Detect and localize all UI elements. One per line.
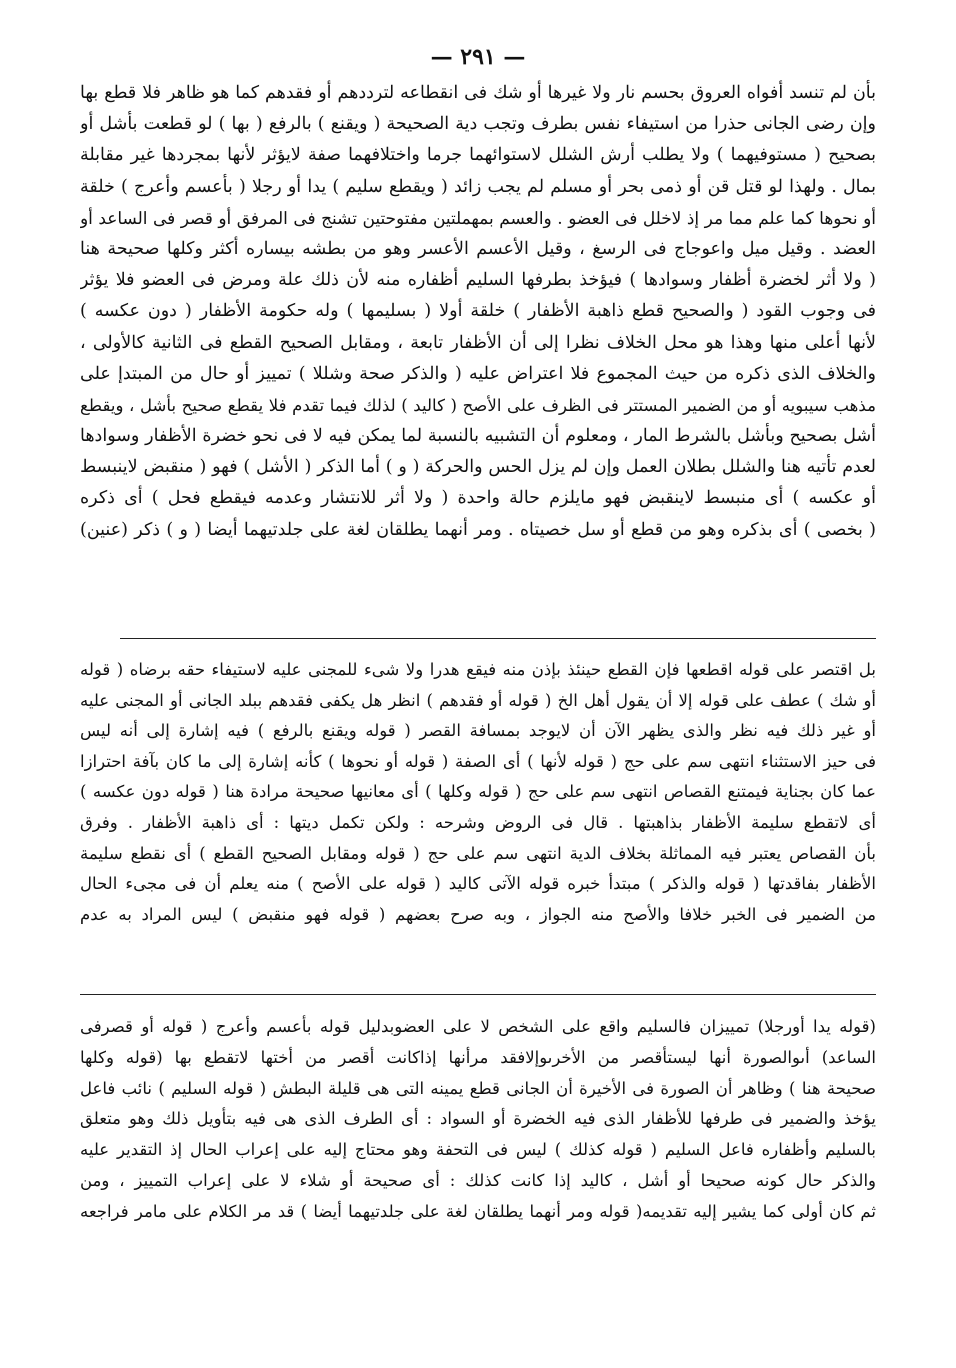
main-text-line: مذهب سيبويه أو من الضمير المستتر فى الظرف على الأصح ( كاليد ) لذلك فيما تقدم فلا يقطع صحيح بأشل ، ويقطع xyxy=(80,395,876,415)
commentary-line: أو غير ذلك فيه نظر والذى يظهر الآن أن لايوجد بمسافة القصر ( قوله ويقنع بالرفع ) فيه إشارة إلى أنه ليس xyxy=(80,721,876,741)
commentary-line: فى حيز الاستثناء انتهى سم على حج ( قوله لأنها ) أى الصفة ( قوله أو نحوها ) كأنه إشارة إلى ما كان بآفة احترازا xyxy=(80,751,876,771)
main-text-line: ( ولا أثر لخضرة أظفار وسوادها ) فيؤخذ بطرفها السليم أظفاره منه لأن ذلك علة ومرض فى العضو فلا يؤثر xyxy=(80,270,876,291)
main-text-line: بمال . ولهذا لو قتل قن أو ذمى بحر أو مسلم لم يجب زائد ( ويقطع سليم ) يدا أو رجلا ( بأعسم وأعرج ) خلقة xyxy=(80,176,876,197)
commentary-line: الأظفار بفاقدتها ( قوله والذكر ) مبتدأ خبره قوله الآتى كاليد ( قوله على الأصح ) منه يعلم أن فى مجىء الحال xyxy=(80,874,876,894)
commentary-line: ثم كان أولى كما يشير إليه تقديمه( قوله ومر أنهما يطلقان لغة على جلدتيهما أيضا ) قد مر الكلام على مامر فراجعه xyxy=(80,1201,876,1221)
commentary-line: (قوله يدا أورجلا) تمييزان فالسليم واقع على الشخص لا على العضوبدليل قوله بأعسم وأعرج ( قوله أو قصرفى xyxy=(80,1017,876,1036)
commentary-line: الساعد) أىوالصورة أنها ليستأقصر من الأخرىوإلافقد مرأنها إذاكانت أقصر من أختها لاتقطع بها (قوله وكلها xyxy=(80,1047,876,1067)
commentary-line: من الضمير فى الخبر خلافا والأصح منه الجواز ، وبه صرح بعضهم ( قوله فهو منقبض ) ليس المراد به عدم xyxy=(80,904,876,924)
commentary-line: يؤخذ والضمير فى طرفها للأظفار الذى فيه الخضرة أو السواد : أى الطرف الذى هى فيه بتأويل ذلك وهو متعلق xyxy=(80,1109,876,1129)
main-text-line: أو عكسه ) أى منبسط لاينقبض فهو مايلزم حالة واحدة ( ولا أثر للانتشار وعدمه فيقطع فحل ) أى ذكره xyxy=(80,488,876,509)
main-text-line: ( بخصى ) أى بذكره وهو من قطع أو سل خصيتاه . ومر أنهما يطلقان لغة على جلدتيهما أيضا ( و ) ذكر (عنين) xyxy=(80,519,876,540)
main-text-line: فى وجوب القود ( والصحيح قطع ذاهبة الأظفار ) خلقة أولا ( بسليمها ) وله حكومة الأظفار ( دون عكسه ) xyxy=(80,301,876,322)
main-text-line: وإن رضى الجانى حذرا من استيفاء نفس بطرف وتجب دية الصحيحة ( ويقنع ) بالرفع ( بها ) لو قطعت بأشل أو xyxy=(80,114,876,135)
main-text-line: بأن لم تنسد أفواه العروق بحسم نار ولا غيرها أو شك فى انقطاعه لترددهم أو فقدهم كما هو ظاهر فلا قطع بها xyxy=(80,83,876,103)
commentary-line: بالسليم وأظفاره فاعل السليم ( قوله كذلك ) ليس فى التحفة وهو محتاج إليه على إعراب الحال إذ التقدير عليه xyxy=(80,1140,876,1160)
commentary-line: والذكر حال كونه صحيحا أو أشل ، كاليد إذا كانت كذلك : أى صحيحة أو شلاء لا على إعراب التمييز ، ومن xyxy=(80,1170,876,1190)
main-text-line: أشل بصحيح وبأشل بالشرط المار ، ومعلوم أن التشبيه بالنسبة لما يمكن فيه لا فى نحو خضرة الأظفار وسوادها xyxy=(80,426,876,447)
commentary-line: أو شك ) عطف على قوله إلا أن يقول أهل الخ ( قوله أو فقدهم ) انظر هل يكفى فقدهم ببلد الجانى أو المجنى عليه xyxy=(80,690,876,710)
commentary-block-1 xyxy=(80,655,876,930)
main-text-line: العضد . وقيل ميل واعوجاج فى الرسغ ، وقيل الأعسم الأعسر وهو من بطشه بيساره أكثر وكلها صحيحة هنا xyxy=(80,238,876,259)
section-divider xyxy=(120,638,876,639)
main-text-line: أو نحوها كما علم مما مر إذ لاخلل فى العضو . والعسم بمهملتين مفتوحتين تشنج فى المرفق أو قصر فى الساعد أو xyxy=(80,207,876,228)
main-text-line: بصحيح ( مستوفيهما ) ولا يطلب أرش الشلل لاستوائهما جرما واختلافهما صفة لايؤثر لأنها بمجردها غير مقابلة xyxy=(80,145,876,166)
commentary-line: أى لاتقطع سليمة الأظفار بذاهبتها . قال فى الروض وشرحه : ولكن تكمل ديتها : أى ذاهبة الأظفار . وفرق xyxy=(80,812,876,832)
main-text-line: لعدم تأتيه هنا والشلل بطلان العمل وإن لم يزل الحس والحركة ( و ) أما الذكر ( الأشل ) فهو ( منقبض لاينبسط xyxy=(80,457,876,478)
commentary-block-2 xyxy=(80,1012,876,1228)
commentary-line: صحيحة هنا ) وظاهر أن الصورة فى الأخيرة أن الجانى قطع يمينه التى هى قليلة البطش ( قوله السليم ) نائب فاعل xyxy=(80,1078,876,1098)
commentary-line: عما كان بجناية فيمتنع القصاص انتهى سم على حج ( قوله وكلها ) أى معانيها صحيحة مرادة هنا ( قوله دون عكسه ) xyxy=(80,782,876,802)
main-text-line: والخلاف الذى ذكره من حيث المجموع فلا اعتراض عليه ( والذكر صحة وشللا ) تمييز أو حال من المبتدإ على xyxy=(80,363,876,384)
section-divider xyxy=(80,994,876,995)
main-text-line: لأنها أعلى منها وهذا هو محل الخلاف نظرا إلى أن الأظفار تابعة ، ومقابل الصحيح القطع فى الثانية كالأولى ، xyxy=(80,332,876,353)
page-number: — ٢٩١ — xyxy=(430,44,526,70)
main-text xyxy=(80,78,876,546)
commentary-line: بأن القصاص يعتبر فيه المماثلة بخلاف الدية انتهى سم على حج ( قوله ومقابل الصحيح القطع ) أى نقطع سليمة xyxy=(80,843,876,863)
commentary-line: بل اقتصر على قوله اقطعها فإن القطع حينئذ بإذن منه فيقع هدرا ولا شىء للمجنى عليه لاستيفاء حقه برضاه ( قوله xyxy=(80,660,876,679)
